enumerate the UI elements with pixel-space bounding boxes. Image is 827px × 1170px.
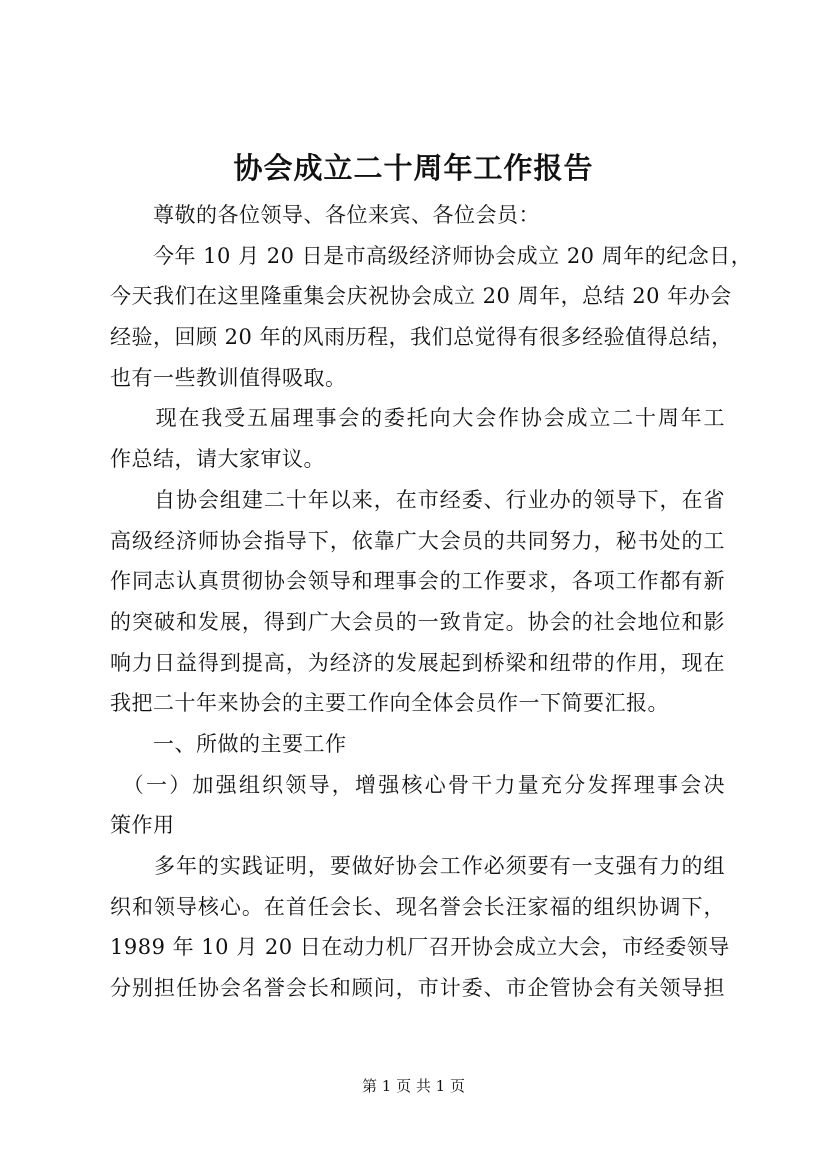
body-line: 的突破和发展，得到广大会员的一致肯定。协会的社会地位和影 [110, 609, 725, 634]
body-line: 响力日益得到提高，为经济的发展起到桥梁和纽带的作用，现在 [110, 650, 725, 675]
body-line: 一、所做的主要工作 [110, 731, 347, 756]
body-line: （一）加强组织领导，增强核心骨干力量充分发挥理事会决 [110, 772, 725, 797]
document-title: 协会成立二十周年工作报告 [233, 151, 594, 185]
body-line: 现在我受五届理事会的委托向大会作协会成立二十周年工 [110, 406, 725, 431]
body-line: 作同志认真贯彻协会领导和理事会的工作要求，各项工作都有新 [110, 569, 725, 594]
body-line: 今天我们在这里隆重集会庆祝协会成立 20 周年，总结 20 年办会 [110, 284, 732, 309]
body-line: 织和领导核心。在首任会长、现名誉会长汪家福的组织协调下， [110, 894, 725, 919]
body-line: 高级经济师协会指导下，依靠广大会员的共同努力，秘书处的工 [110, 528, 725, 553]
document-body [110, 195, 753, 1009]
body-line: 自协会组建二十年以来，在市经委、行业办的领导下，在省 [110, 487, 725, 512]
body-line: 多年的实践证明，要做好协会工作必须要有一支强有力的组 [110, 854, 725, 878]
body-line: 作总结，请大家审议。 [110, 447, 325, 472]
body-line: 策作用 [110, 813, 175, 838]
page-footer: 第 1 页 共 1 页 [362, 1077, 465, 1095]
body-line: 我把二十年来协会的主要工作向全体会员作一下简要汇报。 [110, 691, 669, 716]
body-line: 分别担任协会名誉会长和顾问，市计委、市企管协会有关领导担 [110, 976, 725, 1001]
body-line: 尊敬的各位领导、各位来宾、各位会员： [110, 203, 540, 227]
body-line: 也有一些教训值得吸取。 [110, 365, 347, 390]
body-line: 今年 10 月 20 日是市高级经济师协会成立 20 周年的纪念日， [110, 243, 753, 268]
body-line: 1989 年 10 月 20 日在动力机厂召开协会成立大会，市经委领导 [110, 935, 730, 960]
body-line: 经验，回顾 20 年的风雨历程，我们总觉得有很多经验值得总结， [110, 325, 733, 350]
